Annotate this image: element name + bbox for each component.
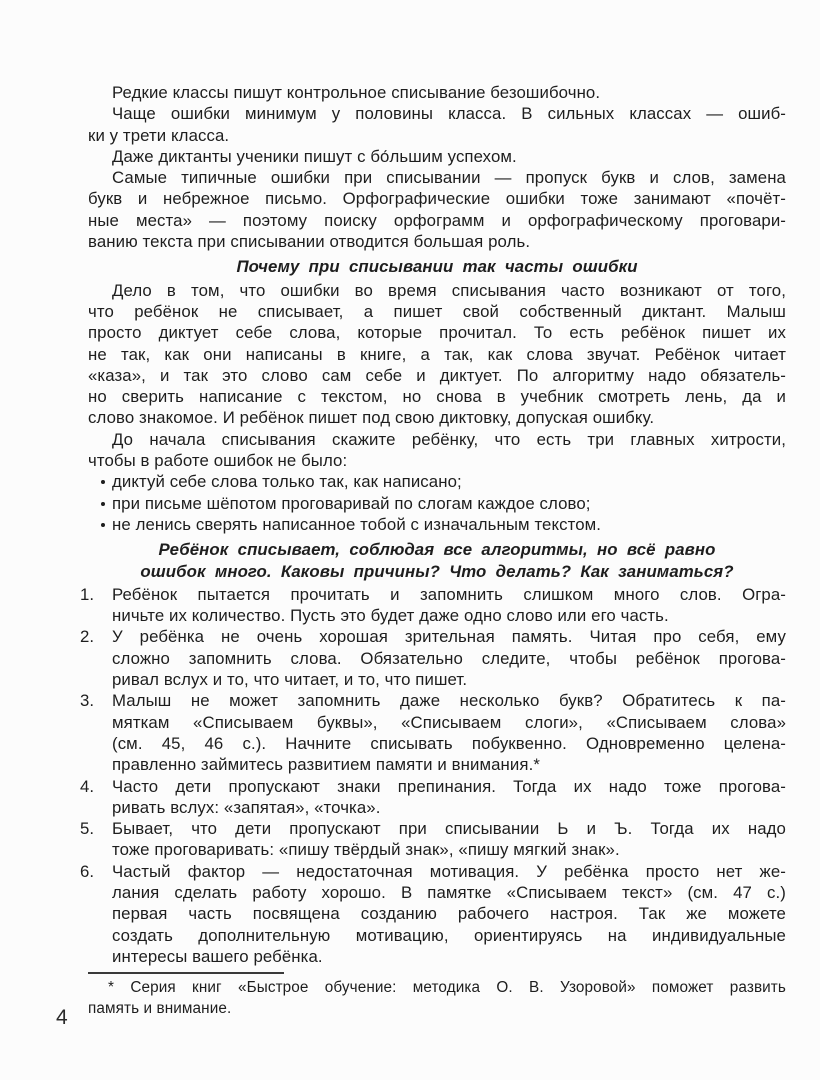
text-line: Самые типичные ошибки при списывании — пропуск букв и слов, замена [112, 168, 786, 188]
page-number: 4 [56, 1006, 68, 1029]
numbered-item [80, 626, 786, 690]
bullet-item [88, 514, 786, 535]
text-line: «каза», и так это слово сам себе и диктует. По алгоритму надо обязатель- [88, 365, 786, 385]
text-line: сложно запомнить слова. Обязательно следите, чтобы ребёнок прогова- [112, 648, 786, 668]
text-line: * Серия книг «Быстрое обучение: методика О. В. Узоровой» поможет развить [108, 979, 786, 996]
text-block [80, 82, 786, 967]
text-line: ки у трети класса. [88, 125, 230, 145]
footnote [88, 972, 786, 1021]
text-line: ванию текста при списывании отводится большая роль. [88, 232, 531, 252]
text-line: До начала списывания скажите ребёнку, что есть три главных хитрости, [112, 429, 786, 449]
text-line: У ребёнка не очень хорошая зрительная память. Читая про себя, ему [112, 627, 786, 647]
text-line: интересы вашего ребёнка. [112, 946, 323, 966]
text-line: Почему при списывании так часты ошибки [236, 257, 638, 277]
text-line: ничьте их количество. Пусть это будет даже одно слово или его часть. [112, 606, 669, 626]
paragraph [88, 146, 786, 167]
bullet-icon [101, 502, 105, 506]
text-line: при письме шёпотом проговаривай по слогам каждое слово; [112, 493, 591, 513]
list-number: 5. [80, 819, 95, 839]
bullet-icon [101, 523, 105, 527]
text-line: лания сделать работу хорошо. В памятке «Списываем текст» (см. 47 с.) [112, 882, 786, 902]
paragraph [88, 167, 786, 252]
text-line: правленно займитесь развитием памяти и внимания.* [112, 755, 540, 775]
text-line: Малыш не может запомнить даже несколько букв? Обратитесь к па- [112, 691, 786, 711]
numbered-item [80, 776, 786, 819]
section-heading [88, 539, 786, 582]
list-number: 6. [80, 861, 95, 881]
text-line: что ребёнок не списывает, а пишет свой собственный диктант. Малыш [88, 301, 786, 321]
list-number: 2. [80, 627, 95, 647]
text-line: диктуй себе слова только так, как написано; [112, 472, 462, 492]
text-line: Даже диктанты ученики пишут с бо́льшим успехом. [112, 146, 517, 166]
text-line: чтобы в работе ошибок не было: [88, 451, 348, 471]
bullet-icon [101, 480, 105, 484]
paragraph [88, 103, 786, 146]
text-line: просто диктует себе слова, которые прочитал. То есть ребёнок пишет их [88, 323, 786, 343]
text-line: Бывает, что дети пропускают при списывании Ь и Ъ. Тогда их надо [112, 819, 786, 839]
numbered-item [80, 690, 786, 775]
text-line: слово знакомое. И ребёнок пишет под свою диктовку, допуская ошибку. [88, 408, 655, 428]
list-number: 1. [80, 584, 95, 604]
text-line: первая часть посвящена созданию рабочего настроя. Так же можете [112, 904, 786, 924]
text-line: не ленись сверять написанное тобой с изначальным текстом. [112, 514, 602, 534]
text-line: ошибок много. Каковы причины? Что делать? Как заниматься? [140, 561, 734, 581]
text-line: Часто дети пропускают знаки препинания. Тогда их надо тоже прогова- [112, 776, 786, 796]
text-line: Дело в том, что ошибки во время списывания часто возникают от того, [112, 280, 786, 300]
text-line: ривать вслух: «запятая», «точка». [112, 797, 381, 817]
text-line: букв и небрежное письмо. Орфографические ошибки тоже занимают «почёт- [88, 189, 786, 209]
text-line: память и внимание. [88, 1000, 232, 1018]
text-line: создать дополнительную мотивацию, ориентируясь на индивидуальные [112, 925, 786, 945]
text-line: ные места» — поэтому поиску орфограмм и орфографическому проговари- [88, 210, 786, 230]
section-heading [88, 256, 786, 277]
bullet-item [88, 471, 786, 492]
list-number: 3. [80, 691, 95, 711]
text-line: Редкие классы пишут контрольное списывание безошибочно. [112, 83, 601, 102]
numbered-item [80, 584, 786, 627]
text-line: Частый фактор — недостаточная мотивация. У ребёнка просто нет же- [112, 861, 786, 881]
text-line: ривал вслух и то, что читает, и то, что пишет. [112, 670, 468, 690]
text-line: (см. 45, 46 с.). Начните списывать побуквенно. Одновременно целена- [112, 733, 786, 753]
text-line: мяткам «Списываем буквы», «Списываем слоги», «Списываем слова» [112, 712, 786, 732]
list-number: 4. [80, 776, 95, 796]
numbered-item [80, 861, 786, 967]
bullet-item [88, 493, 786, 514]
paragraph [88, 429, 786, 472]
text-line: не так, как они написаны в книге, а так, как слова звучат. Ребёнок читает [88, 344, 786, 364]
paragraph [88, 280, 786, 429]
text-line: Ребёнок списывает, соблюдая все алгоритмы, но всё равно [158, 540, 716, 560]
text-line: Чаще ошибки минимум у половины класса. В сильных классах — ошиб- [112, 104, 786, 124]
text-line: тоже проговаривать: «пишу твёрдый знак», «пишу мягкий знак». [112, 840, 620, 860]
text-line: но сверить написание с текстом, но снова в учебник смотреть лень, да и [88, 387, 786, 407]
footnote-rule [88, 972, 284, 974]
paragraph [88, 82, 786, 103]
numbered-item [80, 818, 786, 861]
text-line: Ребёнок пытается прочитать и запомнить слишком много слов. Огра- [112, 584, 786, 604]
